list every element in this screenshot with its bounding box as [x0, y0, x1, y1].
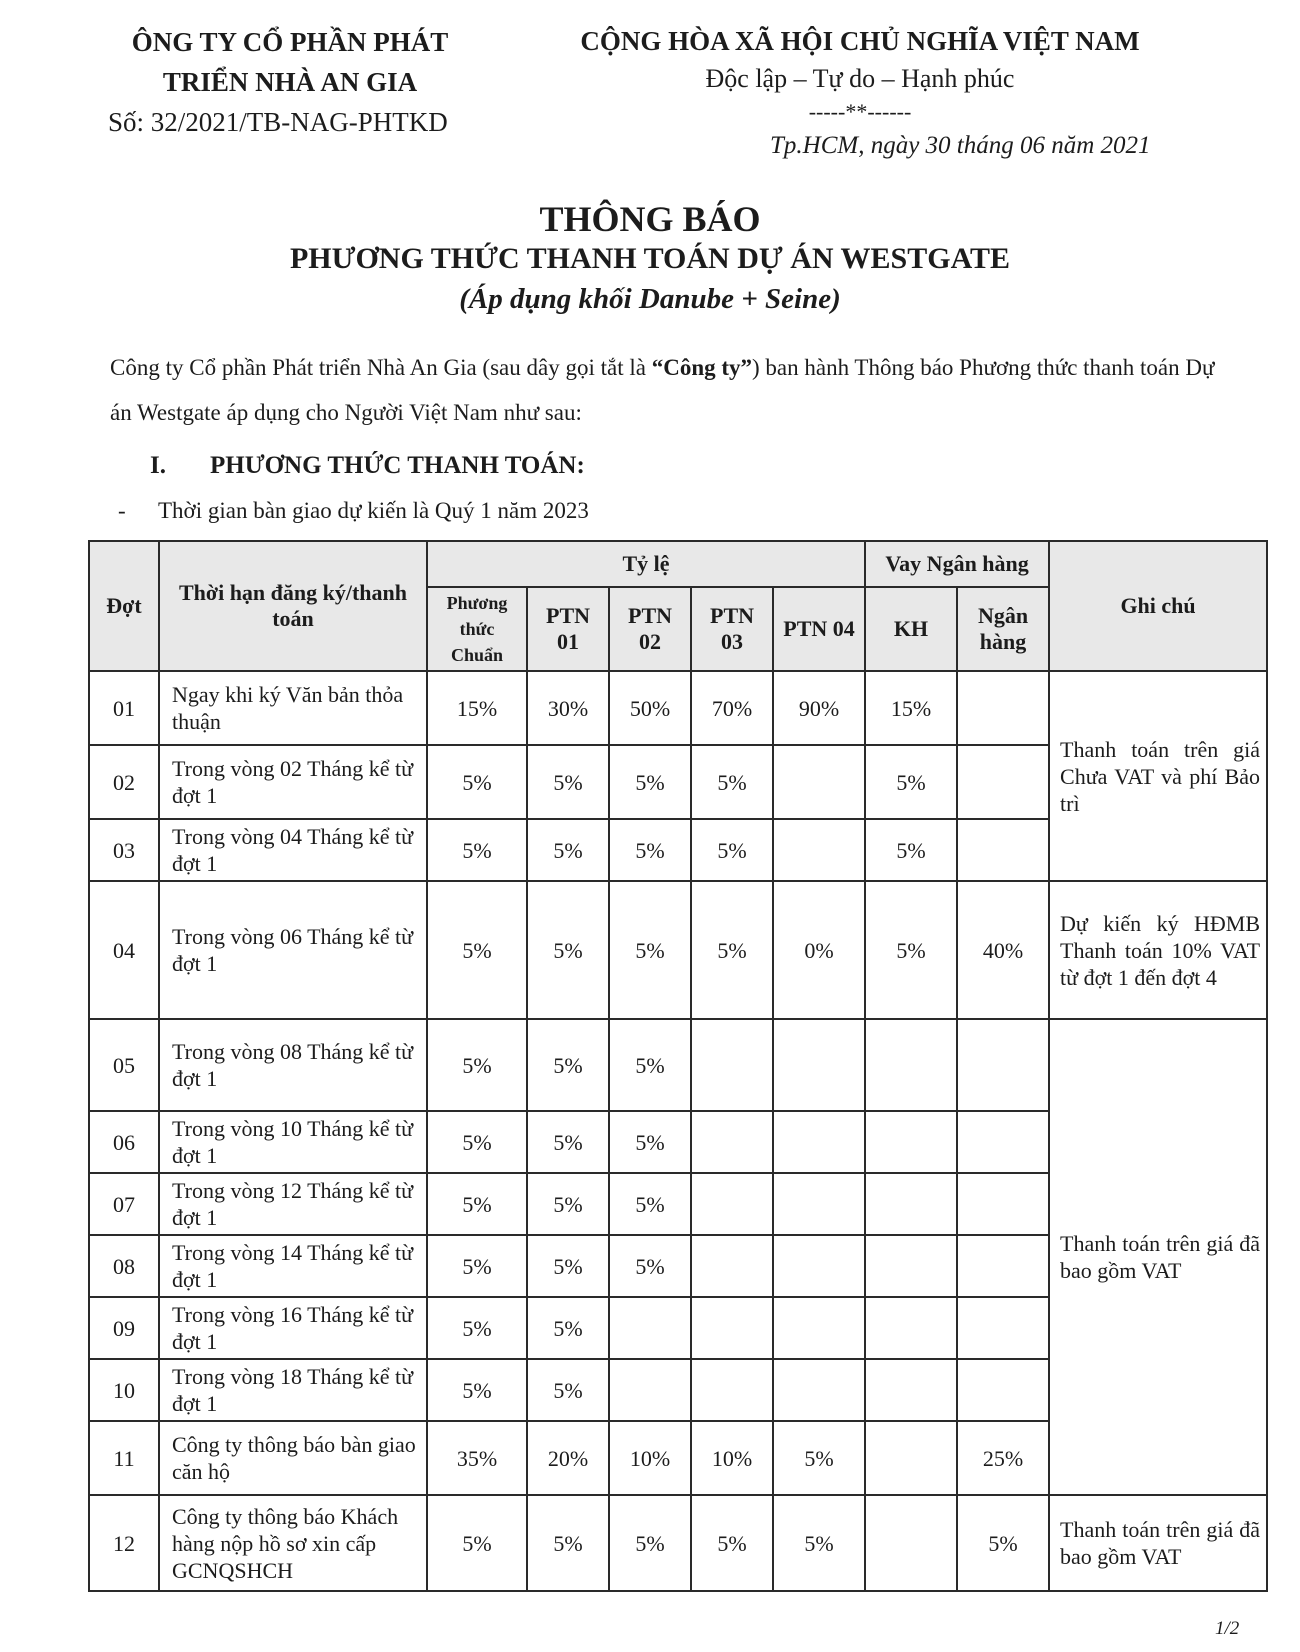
cell-ptn01: 5% — [527, 1297, 609, 1359]
cell-standard: 5% — [427, 1019, 527, 1111]
header-ptn03: PTN 03 — [691, 587, 773, 671]
cell-ptn02: 5% — [609, 745, 691, 819]
cell-kh — [865, 1359, 957, 1421]
cell-bank — [957, 1173, 1049, 1235]
cell-ptn02: 5% — [609, 1111, 691, 1173]
cell-ptn01: 5% — [527, 1111, 609, 1173]
cell-ptn03: 5% — [691, 819, 773, 881]
cell-standard: 5% — [427, 745, 527, 819]
header-ptn01: PTN 01 — [527, 587, 609, 671]
cell-ptn03: 5% — [691, 745, 773, 819]
bullet-dash: - — [118, 498, 126, 523]
cell-ptn04 — [773, 1235, 865, 1297]
cell-ptn02: 5% — [609, 1235, 691, 1297]
cell-ptn04 — [773, 1019, 865, 1111]
cell-standard: 5% — [427, 1359, 527, 1421]
cell-ptn01: 5% — [527, 1173, 609, 1235]
header-ptn04: PTN 04 — [773, 587, 865, 671]
header-bank: Ngân hàng — [957, 587, 1049, 671]
separator: -----**------ — [808, 99, 912, 124]
cell-ptn04 — [773, 1173, 865, 1235]
cell-ptn01: 5% — [527, 881, 609, 1019]
cell-standard: 5% — [427, 1173, 527, 1235]
cell-ptn03 — [691, 1359, 773, 1421]
document-date: Tp.HCM, ngày 30 tháng 06 năm 2021 — [770, 132, 1151, 159]
cell-kh — [865, 1173, 957, 1235]
cell-standard: 5% — [427, 881, 527, 1019]
cell-ptn01: 5% — [527, 819, 609, 881]
cell-term: Trong vòng 16 Tháng kể từ đợt 1 — [159, 1297, 427, 1359]
cell-period: 03 — [89, 819, 159, 881]
cell-kh — [865, 1111, 957, 1173]
cell-bank — [957, 1297, 1049, 1359]
cell-ptn04: 90% — [773, 671, 865, 745]
table-row — [89, 881, 1267, 1019]
cell-kh — [865, 1235, 957, 1297]
cell-kh — [865, 1019, 957, 1111]
cell-term: Trong vòng 10 Tháng kể từ đợt 1 — [159, 1111, 427, 1173]
intro-paragraph — [110, 345, 1220, 435]
cell-standard: 5% — [427, 1495, 527, 1591]
nation-block — [540, 22, 1180, 126]
intro-text-after: ) ban hành Thông báo Phương thức thanh toán Dự án Westgate áp dụng cho Người Việt Nam như sau: — [110, 355, 1215, 425]
cell-kh: 15% — [865, 671, 957, 745]
document-number: Số: 32/2021/TB-NAG-PHTKD — [108, 107, 448, 137]
cell-ptn02 — [609, 1297, 691, 1359]
cell-kh — [865, 1421, 957, 1495]
cell-bank — [957, 1019, 1049, 1111]
cell-bank — [957, 745, 1049, 819]
note-cell: Thanh toán trên giá đã bao gồm VAT — [1049, 1495, 1267, 1591]
cell-ptn04 — [773, 1297, 865, 1359]
cell-period: 02 — [89, 745, 159, 819]
cell-ptn04 — [773, 1111, 865, 1173]
cell-period: 04 — [89, 881, 159, 1019]
cell-term: Công ty thông báo Khách hàng nộp hồ sơ xin cấp GCNQSHCH — [159, 1495, 427, 1591]
table-row — [89, 1495, 1267, 1591]
header-bank-loan: Vay Ngân hàng — [865, 541, 1049, 587]
cell-ptn03: 10% — [691, 1421, 773, 1495]
cell-period: 07 — [89, 1173, 159, 1235]
bullet-item — [118, 498, 589, 524]
intro-text-before: Công ty Cổ phần Phát triển Nhà An Gia (sau dây gọi tắt là — [110, 355, 652, 380]
cell-ptn03 — [691, 1235, 773, 1297]
cell-bank — [957, 1111, 1049, 1173]
cell-ptn03 — [691, 1297, 773, 1359]
header-ratio: Tỷ lệ — [427, 541, 865, 587]
cell-ptn04 — [773, 1359, 865, 1421]
cell-ptn01: 5% — [527, 1235, 609, 1297]
cell-ptn04 — [773, 819, 865, 881]
note-cell: Dự kiến ký HĐMB Thanh toán 10% VAT từ đợt 1 đến đợt 4 — [1049, 881, 1267, 1019]
header-term: Thời hạn đăng ký/thanh toán — [159, 541, 427, 671]
cell-bank — [957, 1235, 1049, 1297]
company-block — [100, 22, 480, 142]
cell-bank — [957, 1359, 1049, 1421]
section-heading — [150, 452, 585, 480]
cell-standard: 15% — [427, 671, 527, 745]
cell-bank — [957, 671, 1049, 745]
cell-ptn02: 5% — [609, 881, 691, 1019]
cell-term: Ngay khi ký Văn bản thỏa thuận — [159, 671, 427, 745]
company-name-line2: TRIỂN NHÀ AN GIA — [162, 67, 418, 97]
cell-ptn02: 5% — [609, 1019, 691, 1111]
cell-term: Trong vòng 08 Tháng kể từ đợt 1 — [159, 1019, 427, 1111]
cell-ptn03: 70% — [691, 671, 773, 745]
cell-ptn04 — [773, 745, 865, 819]
page-number: 1/2 — [1215, 1618, 1240, 1639]
section-number: I. — [150, 452, 166, 479]
cell-kh — [865, 1297, 957, 1359]
section-title: PHƯƠNG THỨC THANH TOÁN: — [210, 452, 585, 479]
cell-term: Công ty thông báo bàn giao căn hộ — [159, 1421, 427, 1495]
cell-period: 12 — [89, 1495, 159, 1591]
header-kh: KH — [865, 587, 957, 671]
cell-bank: 5% — [957, 1495, 1049, 1591]
cell-term: Trong vòng 18 Tháng kể từ đợt 1 — [159, 1359, 427, 1421]
payment-table — [88, 540, 1268, 1592]
cell-ptn01: 30% — [527, 671, 609, 745]
header-ptn02: PTN 02 — [609, 587, 691, 671]
cell-standard: 5% — [427, 1111, 527, 1173]
intro-text-bold: “Công ty” — [651, 355, 753, 380]
cell-period: 01 — [89, 671, 159, 745]
cell-ptn02: 5% — [609, 819, 691, 881]
nation-name: CỘNG HÒA XÃ HỘI CHỦ NGHĨA VIỆT NAM — [580, 26, 1140, 56]
cell-ptn02 — [609, 1359, 691, 1421]
cell-bank: 40% — [957, 881, 1049, 1019]
cell-period: 11 — [89, 1421, 159, 1495]
doc-scope: (Áp dụng khối Danube + Seine) — [459, 283, 841, 315]
header-period: Đợt — [89, 541, 159, 671]
cell-term: Trong vòng 14 Tháng kể từ đợt 1 — [159, 1235, 427, 1297]
cell-standard: 5% — [427, 1235, 527, 1297]
note-cell: Thanh toán trên giá Chưa VAT và phí Bảo trì — [1049, 671, 1267, 881]
cell-standard: 5% — [427, 819, 527, 881]
cell-kh — [865, 1495, 957, 1591]
note-cell: Thanh toán trên giá đã bao gồm VAT — [1049, 1019, 1267, 1495]
cell-bank — [957, 819, 1049, 881]
cell-ptn03 — [691, 1173, 773, 1235]
cell-period: 06 — [89, 1111, 159, 1173]
cell-kh: 5% — [865, 745, 957, 819]
cell-ptn01: 5% — [527, 745, 609, 819]
cell-ptn02: 5% — [609, 1173, 691, 1235]
doc-title: THÔNG BÁO — [539, 199, 761, 239]
cell-period: 05 — [89, 1019, 159, 1111]
cell-ptn03: 5% — [691, 881, 773, 1019]
cell-period: 10 — [89, 1359, 159, 1421]
cell-ptn04: 5% — [773, 1421, 865, 1495]
cell-term: Trong vòng 06 Tháng kể từ đợt 1 — [159, 881, 427, 1019]
cell-period: 08 — [89, 1235, 159, 1297]
table-row — [89, 671, 1267, 745]
cell-ptn01: 5% — [527, 1359, 609, 1421]
cell-ptn04: 0% — [773, 881, 865, 1019]
cell-ptn02: 5% — [609, 1495, 691, 1591]
doc-subtitle: PHƯƠNG THỨC THANH TOÁN DỰ ÁN WESTGATE — [289, 242, 1011, 275]
company-name-line1: ÔNG TY CỔ PHẦN PHÁT — [131, 27, 449, 57]
cell-standard: 5% — [427, 1297, 527, 1359]
cell-ptn01: 5% — [527, 1495, 609, 1591]
cell-kh: 5% — [865, 819, 957, 881]
cell-period: 09 — [89, 1297, 159, 1359]
cell-bank: 25% — [957, 1421, 1049, 1495]
bullet-text: Thời gian bàn giao dự kiến là Quý 1 năm 2023 — [158, 498, 589, 523]
cell-term: Trong vòng 02 Tháng kể từ đợt 1 — [159, 745, 427, 819]
cell-term: Trong vòng 04 Tháng kể từ đợt 1 — [159, 819, 427, 881]
cell-ptn03: 5% — [691, 1495, 773, 1591]
cell-ptn02: 10% — [609, 1421, 691, 1495]
cell-term: Trong vòng 12 Tháng kể từ đợt 1 — [159, 1173, 427, 1235]
cell-ptn01: 5% — [527, 1019, 609, 1111]
header-standard: Phương thức Chuẩn — [427, 587, 527, 671]
table-row — [89, 1019, 1267, 1111]
cell-ptn04: 5% — [773, 1495, 865, 1591]
cell-ptn02: 50% — [609, 671, 691, 745]
cell-ptn03 — [691, 1019, 773, 1111]
cell-ptn03 — [691, 1111, 773, 1173]
cell-kh: 5% — [865, 881, 957, 1019]
nation-motto: Độc lập – Tự do – Hạnh phúc — [705, 64, 1015, 93]
header-note: Ghi chú — [1049, 541, 1267, 671]
cell-ptn01: 20% — [527, 1421, 609, 1495]
cell-standard: 35% — [427, 1421, 527, 1495]
